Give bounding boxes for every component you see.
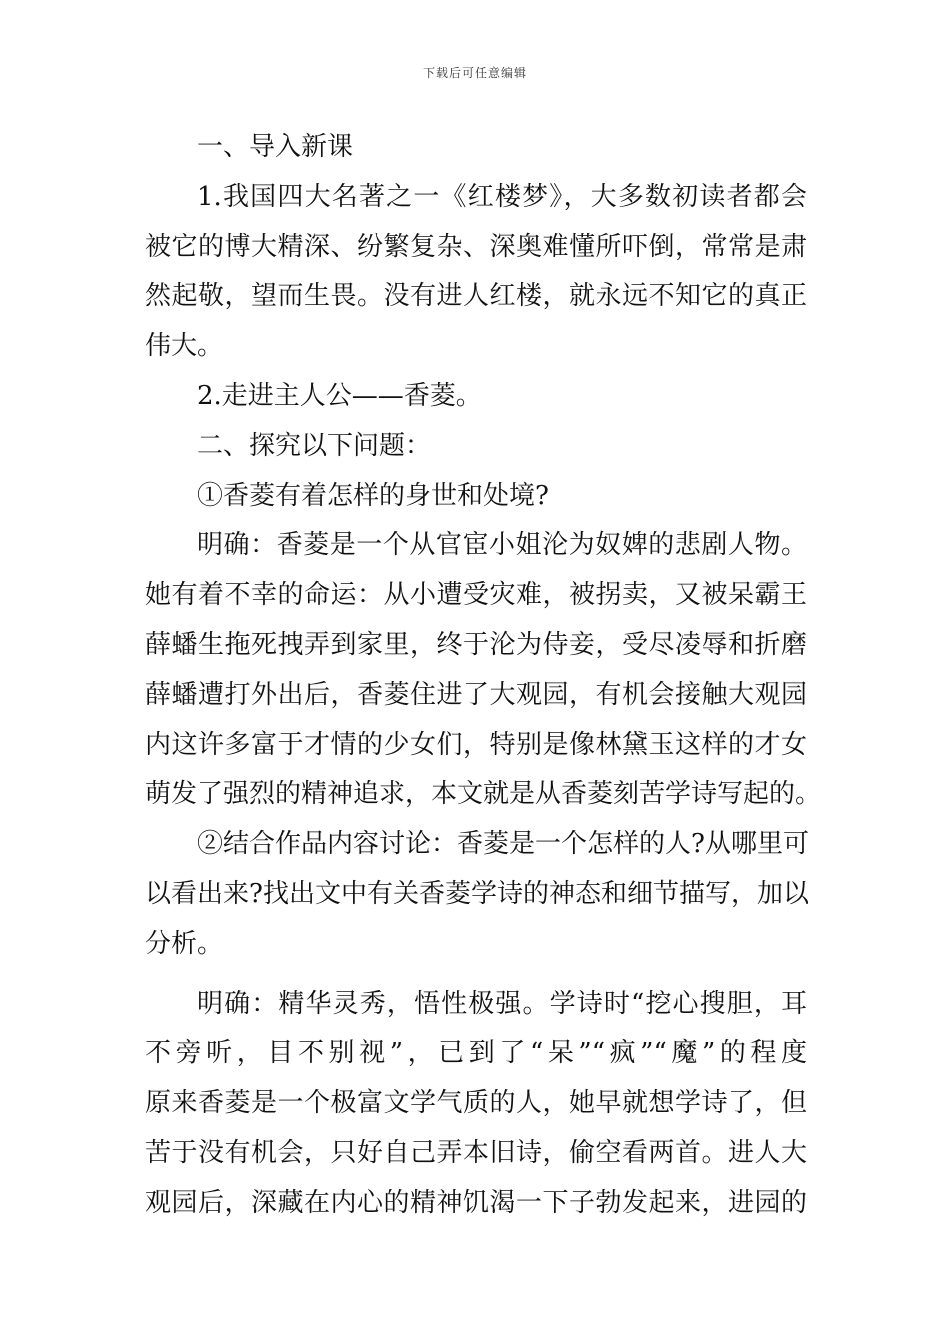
document-body	[145, 123, 822, 1229]
paragraph-line: 被它的博大精深、纷繁复杂、深奥难懂所吓倒，常常是肃	[145, 231, 807, 262]
answer-line: 她有着不幸的命运：从小遭受灾难，被拐卖，又被呆霸王	[145, 580, 807, 611]
question-line: ②结合作品内容讨论：香菱是一个怎样的人?从哪里可	[197, 829, 809, 860]
question-line: 以看出来?找出文中有关香菱学诗的神态和细节描写，加以	[145, 878, 809, 909]
answer-line: 不旁听，目不别视”，已到了“呆”“疯”“魔”的程度	[145, 1038, 807, 1069]
paragraph-line: 伟大。	[145, 331, 224, 362]
question-line: 分析。	[145, 928, 224, 959]
answer-line: 原来香菱是一个极富文学气质的人，她早就想学诗了，但	[145, 1088, 807, 1119]
paragraph-line: 然起敬，望而生畏。没有进人红楼，就永远不知它的真正	[145, 281, 807, 312]
question-line: ①香菱有着怎样的身世和处境?	[197, 480, 549, 511]
answer-line: 薛蟠生拖死拽弄到家里，终于沦为侍妾，受尽凌辱和折磨	[145, 629, 807, 660]
page-header-note: 下载后可任意编辑	[422, 66, 527, 80]
paragraph-line: 2.走进主人公——香菱。	[197, 380, 482, 411]
answer-line: 薛蟠遭打外出后，香菱住进了大观园，有机会接触大观园	[145, 679, 807, 710]
section-heading-questions: 二、探究以下问题：	[197, 430, 432, 461]
answer-line: 明确：香菱是一个从官宦小姐沦为奴婢的悲剧人物。	[197, 530, 807, 561]
answer-line: 萌发了强烈的精神追求，本文就是从香菱刻苦学诗写起的。	[145, 779, 822, 810]
answer-line: 苦于没有机会，只好自己弄本旧诗，偷空看两首。进人大	[145, 1137, 807, 1168]
answer-line: 内这许多富于才情的少女们，特别是像林黛玉这样的才女	[145, 729, 807, 760]
paragraph-line: 1.我国四大名著之一《红楼梦》，大多数初读者都会	[197, 181, 807, 212]
answer-line: 明确：精华灵秀，悟性极强。学诗时“挖心搜胆，耳	[197, 988, 807, 1019]
section-heading-intro: 一、导入新课	[197, 132, 354, 162]
answer-line: 观园后，深藏在内心的精神饥渴一下子勃发起来，进园的	[145, 1187, 807, 1218]
